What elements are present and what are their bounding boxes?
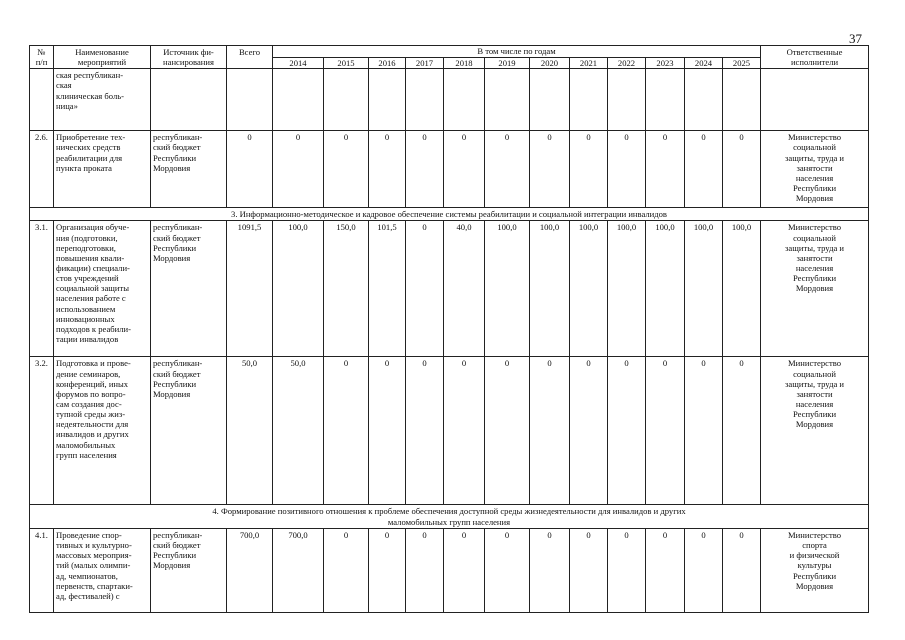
page-number: 37 — [849, 31, 862, 46]
section-3-title: 3. Информационно-методическое и кадровое обеспечение системы реабилитации и социальной интеграции инвалидов — [30, 208, 869, 221]
cell-year-value: 0 — [570, 131, 608, 208]
cell-year-value: 0 — [485, 131, 530, 208]
section-4-title: 4. Формирование позитивного отношения к проблеме обеспечения доступной среды жизнедеятельности для инвалидов и других маломобильных групп населения — [30, 505, 869, 529]
table-row — [30, 221, 869, 357]
cell-year-value: 0 — [723, 131, 761, 208]
cell-year-value: 0 — [608, 357, 646, 505]
header-year: 2017 — [406, 57, 444, 69]
cell-year-value: 0 — [685, 529, 723, 613]
cell-num: 3.2. — [30, 357, 54, 505]
cell-year-value: 0 — [570, 357, 608, 505]
header-by-years: В том числе по годам — [273, 46, 761, 58]
cell-total: 0 — [227, 131, 273, 208]
table-row — [30, 529, 869, 613]
cell-year-value: 100,0 — [485, 221, 530, 357]
cell-year-value: 0 — [608, 131, 646, 208]
header-row-top — [30, 46, 869, 58]
cell-name: Приобретение тех- нических средств реабилитации для пункта проката — [54, 131, 151, 208]
cell-num — [30, 69, 54, 131]
header-num: № п/п — [30, 46, 54, 69]
header-year: 2021 — [570, 57, 608, 69]
cell-year-value: 0 — [485, 529, 530, 613]
cell-year-value: 0 — [406, 529, 444, 613]
cell-year-value: 0 — [530, 357, 570, 505]
cell-year-value: 100,0 — [530, 221, 570, 357]
cell-source: республикан- ский бюджет Республики Мордовия — [151, 131, 227, 208]
cell-year-value: 100,0 — [608, 221, 646, 357]
header-total: Всего — [227, 46, 273, 69]
cell-total: 700,0 — [227, 529, 273, 613]
cell-year-value: 0 — [723, 529, 761, 613]
header-year: 2020 — [530, 57, 570, 69]
cell-year-value: 101,5 — [369, 221, 406, 357]
cell-year-value: 0 — [406, 357, 444, 505]
program-activities-table — [29, 45, 869, 613]
cell-total: 50,0 — [227, 357, 273, 505]
cell-year-value: 0 — [324, 131, 369, 208]
header-source: Источник фи- нансирования — [151, 46, 227, 69]
cell-year-value: 0 — [646, 357, 685, 505]
cell-total: 1091,5 — [227, 221, 273, 357]
cell-year-value: 100,0 — [723, 221, 761, 357]
cell-year-value: 0 — [646, 529, 685, 613]
cell-year-value: 0 — [444, 131, 485, 208]
cell-name: Проведение спор- тивных и культурно- массовых мероприя- тий (малых олимпи- ад, чемпионатов, первенств, спартаки- ад, фестивалей) с — [54, 529, 151, 613]
section-4-header — [30, 505, 869, 529]
header-year: 2024 — [685, 57, 723, 69]
cell-year-value: 0 — [324, 529, 369, 613]
cell-year-value: 100,0 — [570, 221, 608, 357]
header-name: Наименование мероприятий — [54, 46, 151, 69]
cell-name: Организация обуче- ния (подготовки, переподготовки, повышения квали- фикации) специали- стов учреждений социальной защиты населения работе с использованием инновационных подходов к реабили- тации инвалидов — [54, 221, 151, 357]
cell-executor: Министерство социальной защиты, труда и занятости населения Республики Мордовия — [761, 131, 869, 208]
cell-year-value: 40,0 — [444, 221, 485, 357]
cell-year-value: 0 — [369, 357, 406, 505]
cell-source: республикан- ский бюджет Республики Мордовия — [151, 529, 227, 613]
cell-year-value: 0 — [723, 357, 761, 505]
section-2-rows — [30, 131, 869, 208]
cell-year-value: 100,0 — [273, 221, 324, 357]
section-3-header — [30, 208, 869, 221]
cell-executor: Министерство социальной защиты, труда и занятости населения Республики Мордовия — [761, 357, 869, 505]
cell-year-value: 100,0 — [685, 221, 723, 357]
header-year: 2016 — [369, 57, 406, 69]
header-year: 2015 — [324, 57, 369, 69]
cell-year-value: 0 — [530, 529, 570, 613]
cell-year-value: 0 — [444, 357, 485, 505]
header-year: 2019 — [485, 57, 530, 69]
cell-executor: Министерство спорта и физической культуры Республики Мордовия — [761, 529, 869, 613]
cell-executor: Министерство социальной защиты, труда и занятости населения Республики Мордовия — [761, 221, 869, 357]
header-executor: Ответственные исполнители — [761, 46, 869, 69]
header-year: 2014 — [273, 57, 324, 69]
cell-year-value: 0 — [685, 357, 723, 505]
cell-num: 4.1. — [30, 529, 54, 613]
cell-year-value: 0 — [570, 529, 608, 613]
cell-name: ская республикан- ская клиническая боль- ница» — [54, 69, 151, 131]
cell-year-value: 0 — [646, 131, 685, 208]
cell-year-value: 0 — [406, 221, 444, 357]
table-row — [30, 357, 869, 505]
cell-year-value: 150,0 — [324, 221, 369, 357]
header-year: 2025 — [723, 57, 761, 69]
continuation-row — [30, 69, 869, 131]
section-4-rows — [30, 529, 869, 613]
cell-source: республикан- ский бюджет Республики Мордовия — [151, 357, 227, 505]
cell-year-value: 0 — [273, 131, 324, 208]
cell-year-value: 0 — [485, 357, 530, 505]
header-year: 2022 — [608, 57, 646, 69]
cell-year-value: 100,0 — [646, 221, 685, 357]
section-3-rows — [30, 221, 869, 505]
cell-num: 2.6. — [30, 131, 54, 208]
cell-num: 3.1. — [30, 221, 54, 357]
cell-year-value: 0 — [530, 131, 570, 208]
cell-year-value: 0 — [324, 357, 369, 505]
cell-year-value: 0 — [685, 131, 723, 208]
table-row — [30, 131, 869, 208]
cell-year-value: 0 — [608, 529, 646, 613]
cell-year-value: 0 — [406, 131, 444, 208]
header-year: 2023 — [646, 57, 685, 69]
cell-year-value: 0 — [369, 529, 406, 613]
cell-source: республикан- ский бюджет Республики Мордовия — [151, 221, 227, 357]
cell-year-value: 700,0 — [273, 529, 324, 613]
cell-year-value: 50,0 — [273, 357, 324, 505]
cell-year-value: 0 — [444, 529, 485, 613]
cell-name: Подготовка и прове- дение семинаров, конференций, иных форумов по вопро- сам создания дос- тупной среды жиз- недеятельности для инвалидов и других маломобильных групп населения — [54, 357, 151, 505]
cell-year-value: 0 — [369, 131, 406, 208]
header-year: 2018 — [444, 57, 485, 69]
